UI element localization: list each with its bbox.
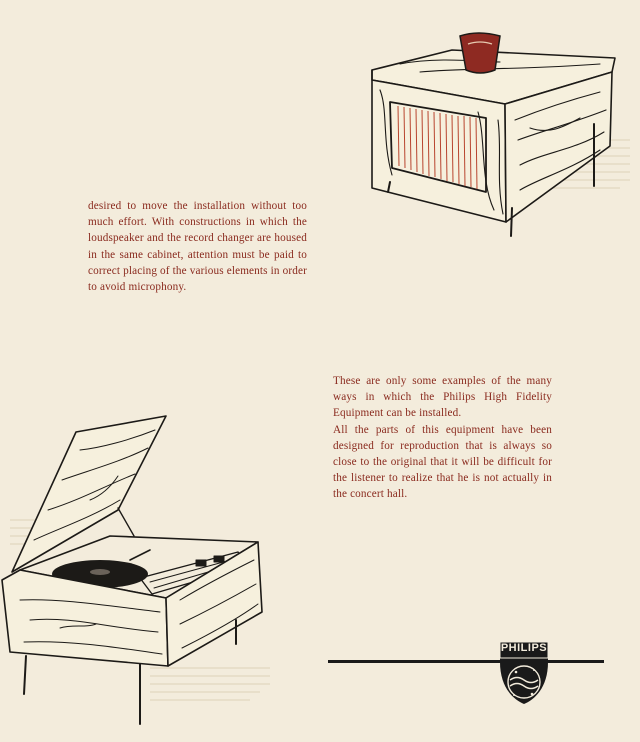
philips-wordmark: PHILIPS [500, 642, 548, 654]
body-paragraph-right [333, 373, 552, 503]
paragraph-examples: These are only some examples of the many ways in which the Philips High Fidelity Equipment can be installed. [333, 375, 552, 420]
body-paragraph-left: desired to move the installation without too much effort. With constructions in which the loudspeaker and the record changer are housed in the same cabinet, attention must be paid to correct placing of the various elements in order to avoid microphony. [88, 200, 307, 294]
horizontal-rule [328, 660, 604, 663]
paragraph-reproduction: All the parts of this equipment have been designed for reproduction that is always so close to the original that it will be difficult for the listener to realize that he is not actually in the concert hall. [333, 423, 552, 501]
